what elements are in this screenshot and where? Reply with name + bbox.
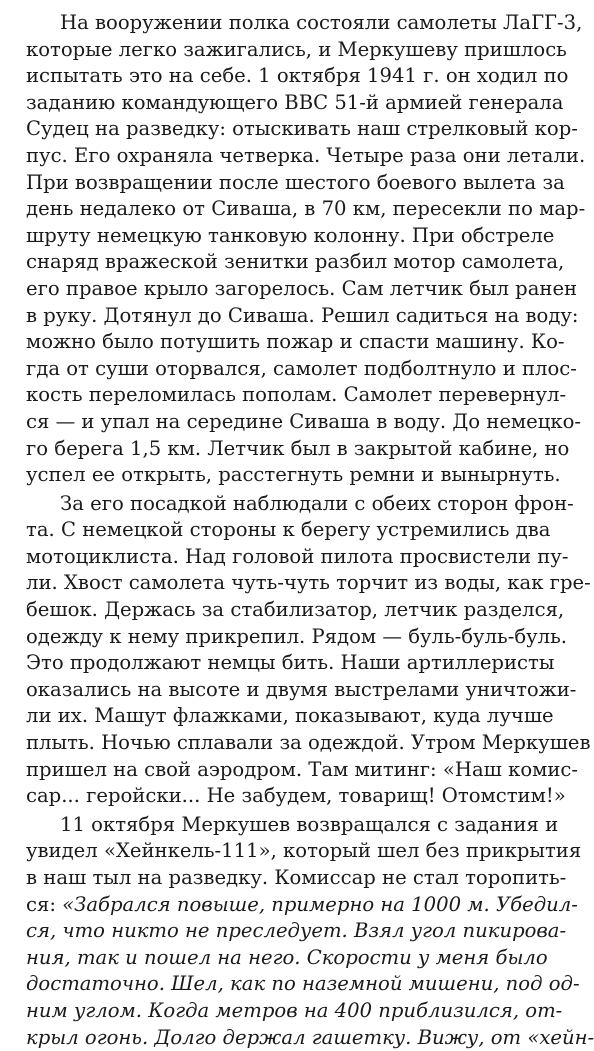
- text-line: ли. Хвост самолета чуть-чуть торчит из воды, как гре-: [26, 571, 591, 595]
- quote-start: «Забрался повыше, примерно на 1000 м. Убедил-: [62, 892, 578, 916]
- text-line: сар... геройски... Не забудем, товарищ! Отомстим!»: [26, 784, 566, 808]
- text-line-start: ся:: [26, 892, 63, 916]
- text-line: можно было потушить пожар и спасти машину. Ко-: [26, 330, 565, 354]
- text-line: заданию командующего ВВС 51-й армией генерала: [26, 90, 564, 114]
- text-line: гда от суши оторвался, самолет подболтнуло и плос-: [26, 356, 577, 380]
- text-line: [26, 892, 578, 919]
- text-line: успел ее открыть, расстегнуть ремни и вынырнуть.: [26, 463, 561, 487]
- text-line: Это продолжают немцы бить. Наши артиллеристы: [26, 651, 555, 675]
- quote-line: ним углом. Когда метров на 400 приблизился, от-: [26, 998, 563, 1022]
- text-line: испытать это на себе. 1 октября 1941 г. он ходил по: [26, 64, 569, 88]
- text-line: его правое крыло загорелось. Сам летчик был ранен: [26, 276, 578, 300]
- book-page: [26, 10, 594, 1051]
- text-line: шруту немецкую танковую колонну. При обстреле: [26, 223, 555, 247]
- text-line: одежду к нему прикрепил. Рядом — буль-буль-буль.: [26, 624, 567, 648]
- paragraph-3: [26, 812, 594, 1051]
- text-line: ся — и упал на середине Сиваша в воду. До немецко-: [26, 409, 582, 433]
- text-line: При возвращении после шестого боевого вылета за: [26, 170, 565, 194]
- text-line: го берега 1,5 км. Летчик был в закрытой кабине, но: [26, 436, 570, 460]
- text-line: кость переломилась пополам. Самолет перевернул-: [26, 383, 567, 407]
- quote-line: ния, так и пошел на него. Скорости у меня было: [26, 945, 548, 969]
- text-line: пус. Его охраняла четверка. Четыре раза они летали.: [26, 143, 586, 167]
- text-line: 11 октября Меркушев возвращался с задания и: [60, 812, 559, 836]
- quote-line: ся, что никто не преследует. Взял угол пикирова-: [26, 919, 567, 943]
- text-line: бешок. Держась за стабилизатор, летчик разделся,: [26, 598, 565, 622]
- text-line: На вооружении полка состояли самолеты ЛаГГ-3,: [60, 11, 583, 34]
- quote-line: достаточно. Шел, как по наземной мишени, под од-: [26, 972, 580, 996]
- text-line: та. С немецкой стороны к берегу устремились два: [26, 518, 551, 542]
- text-line: ли их. Машут флажками, показывают, куда лучше: [26, 704, 554, 728]
- text-line: которые легко зажигались, и Меркушеву пришлось: [26, 37, 567, 61]
- text-line: мотоциклиста. Над головой пилота просвистели пу-: [26, 544, 569, 568]
- text-line: в наш тыл на разведку. Комиссар не стал торопить-: [26, 866, 567, 889]
- text-line: увидел «Хейнкель-111», который шел без прикрытия: [26, 839, 582, 863]
- text-line: оказались на высоте и двумя выстрелами уничтожи-: [26, 677, 577, 701]
- text-line: пришел на свой аэродром. Там митинг: «Наш комис-: [26, 757, 579, 781]
- text-line: в руку. Дотянул до Сиваша. Решил садиться на воду:: [26, 303, 579, 327]
- paragraph-1: [26, 10, 586, 489]
- text-line: Судец на разведку: отыскивать наш стрелковый кор-: [26, 117, 578, 141]
- text-line: За его посадкой наблюдали с обеих сторон фрон-: [60, 491, 574, 515]
- quote-line: крыл огонь. Долго держал гашетку. Вижу, от «хейн-: [26, 1025, 594, 1049]
- text-line: плыть. Ночью сплавали за одеждой. Утром Меркушев: [26, 731, 591, 755]
- paragraph-2: [26, 491, 591, 810]
- text-line: день недалеко от Сиваша, в 70 км, пересекли по мар-: [26, 197, 586, 221]
- text-line: снаряд вражеской зенитки разбил мотор самолета,: [26, 250, 565, 274]
